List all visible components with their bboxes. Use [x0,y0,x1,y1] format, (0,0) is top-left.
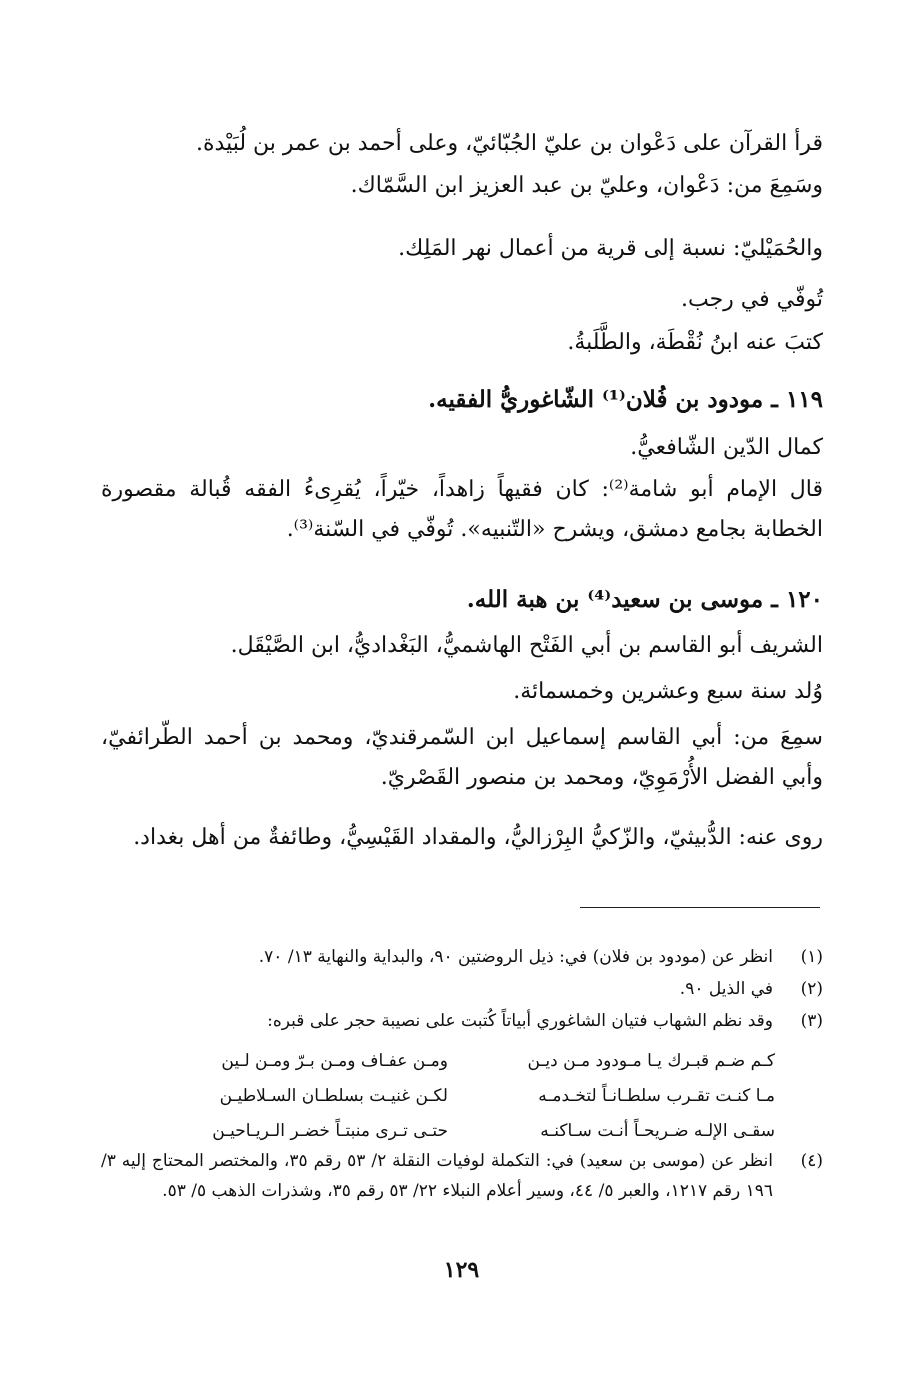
footnote-text: وقد نظم الشهاب فتيان الشاغوري أبياتاً كُتبت على نصيبة حجر على قبره: [267,1011,773,1031]
page-number: ١٢٩ [443,1257,480,1283]
footnote-4 [101,1146,823,1206]
footnote-text: في الذيل ٩٠. [679,979,773,999]
paragraph-heard-from: وسَمِعَ من: دَعْوان، وعليّ بن عبد العزيز ابن السَّمّاك. [350,173,823,198]
paragraph-birth-year: وُلد سنة سبع وعشرين وخمسمائة. [513,679,823,704]
footnote-number: (٤) [800,1151,823,1171]
verse-3-second-hemistich: حتـى تـرى منبتـاً خضـر الـريـاحيـن [212,1121,448,1141]
paragraph-quran-reading: قرأ القرآن على دَعْوان بن عليّ الجُبّائيّ، وعلى أحمد بن عمر بن لُبَيْدة. [196,131,823,156]
footnote-number: (١) [800,947,823,967]
entry-heading-119: ١١٩ ـ مودود بن فُلان⁽¹⁾ الشّاغوريُّ الفقيه. [428,386,823,413]
verse-2-first-hemistich: مـا كنـت تقـرب سلطـانـاً لتخـدمـه [538,1086,775,1106]
footnote-separator [580,907,820,908]
footnote-number: (٢) [800,979,823,999]
entry-heading-120: ١٢٠ ـ موسى بن سعيد⁽⁴⁾ بن هبة الله. [466,586,823,613]
footnote-3 [101,1006,823,1036]
paragraph-death-rajab: تُوفّي في رجب. [680,287,823,312]
paragraph-narrated-by: روى عنه: الدُّبيثيّ، والزّكيُّ البِرْزاليُّ، والمقداد القَيْسِيُّ، وطائفةٌ من أهل بغداد. [133,825,823,850]
verse-2-second-hemistich: لكـن غنيـت بسلطـان السـلاطيـن [219,1086,448,1106]
verse-3-first-hemistich: سقـى الإلـه ضـريحـاً أنـت سـاكنـه [540,1121,775,1141]
verse-1-first-hemistich: كـم ضـم قبـرك يـا مـودود مـن ديـن [527,1051,775,1071]
paragraph-sharif-abu-al-qasim: الشريف أبو القاسم بن أبي الفَتْح الهاشميُّ، البَغْداديُّ، ابن الصَّيْقَل. [230,633,823,658]
footnote-2 [101,974,823,1004]
footnote-text: انظر عن (موسى بن سعيد) في: التكملة لوفيات النقلة ٢/ ٥٣ رقم ٣٥، والمختصر المحتاج إليه ٣/ ١٩٦ رقم ١٢١٧، والعبر ٥/ ٤٤، وسير أعلام النبلاء ٢٢/ ٥٣ رقم ٣٥، وشذرات الذهب ٥/ ٥٣. [101,1151,774,1201]
paragraph-heard-from-120: سمِعَ من: أبي القاسم إسماعيل ابن السّمرقنديّ، ومحمد بن أحمد الطّرائفيّ، وأبي الفضل الأُرْمَوِيّ، ومحمد بن منصور القَصْريّ. [101,725,823,790]
footnote-1 [101,942,823,972]
paragraph-abu-shama: قال الإمام أبو شامة⁽²⁾: كان فقيهاً زاهداً، خيّراً، يُقرِىءُ الفقه قُبالة مقصورة الخطابة بجامع دمشق، ويشرح «التّنبيه». تُوفّي في السّنة⁽³⁾. [101,477,823,542]
paragraph-written-by: كتبَ عنه ابنُ نُقْطَة، والطَّلَبةُ. [567,330,823,355]
paragraph-kamal-al-din: كمال الدّين الشّافعيُّ. [630,435,823,460]
footnote-number: (٣) [800,1011,823,1031]
verse-1-second-hemistich: ومـن عفـاف ومـن بـرّ ومـن لـين [221,1051,448,1071]
paragraph-humayli-nisba: والحُمَيْليّ: نسبة إلى قرية من أعمال نهر المَلِك. [398,236,823,261]
footnote-text: انظر عن (مودود بن فلان) في: ذيل الروضتين ٩٠، والبداية والنهاية ١٣/ ٧٠. [258,947,773,967]
